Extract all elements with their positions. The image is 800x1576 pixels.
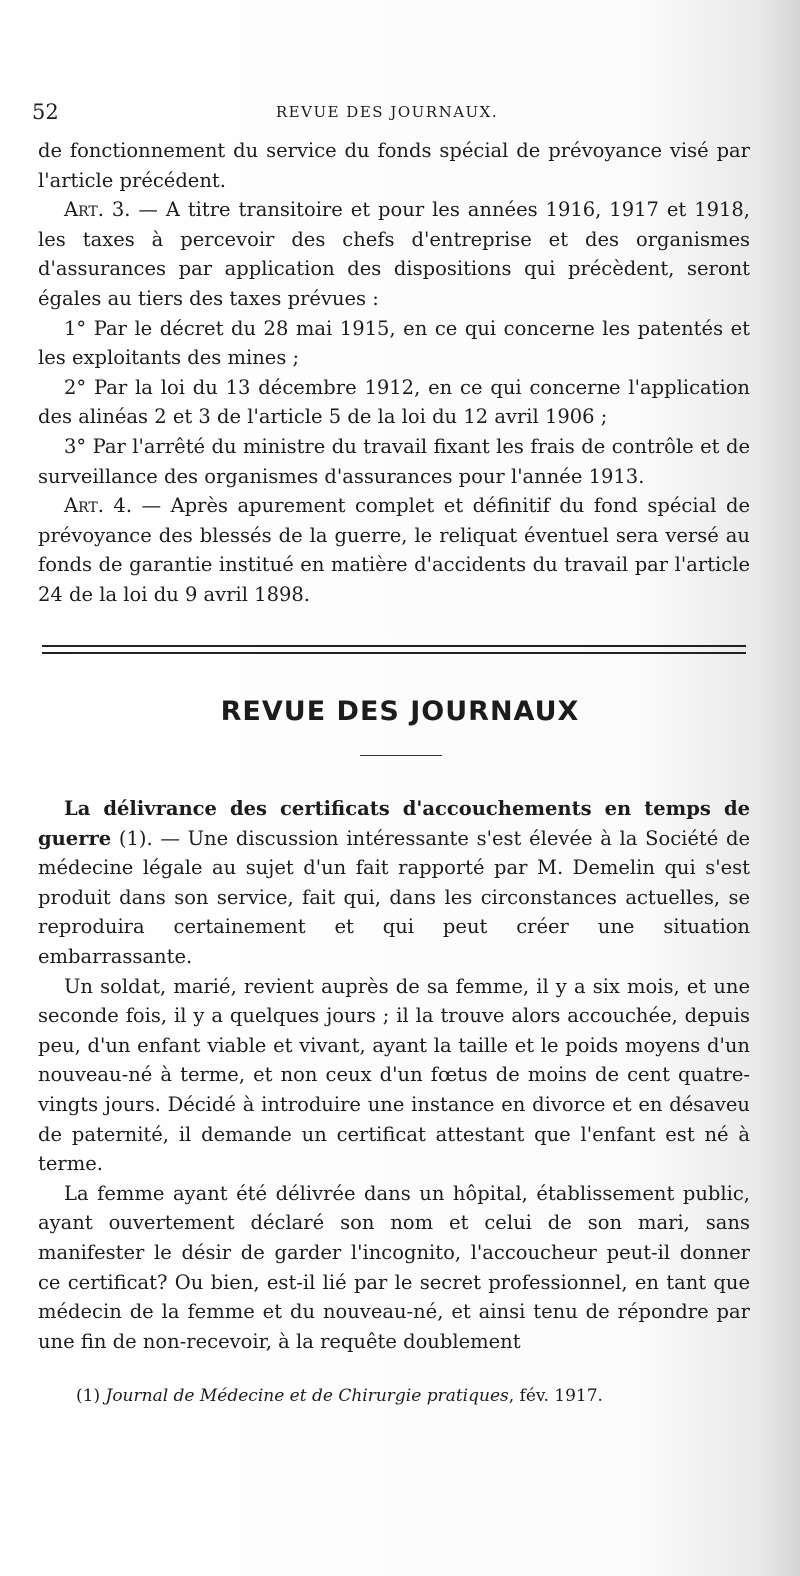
article-label: Art. 4. bbox=[64, 494, 133, 518]
page-number: 52 bbox=[32, 100, 59, 124]
rule-line bbox=[42, 645, 746, 647]
article-label: Art. 3. bbox=[64, 198, 131, 222]
section-heading: REVUE DES JOURNAUX bbox=[220, 696, 580, 727]
footnote-number: (1) bbox=[76, 1386, 101, 1406]
paragraph: de fonctionnement du service du fonds spécial de prévoyance visé par l'article précédent. bbox=[38, 139, 750, 192]
rule-line bbox=[42, 652, 746, 654]
footnote-date: , fév. 1917. bbox=[508, 1386, 603, 1406]
paragraph: La femme ayant été délivrée dans un hôpital, établissement public, ayant ouvertement déclaré son nom et celui de son mari, sans manifester le désir de garder l'incognito, l'accoucheur peut-il donner ce certificat? Ou bien, est-il lié par le secret professionnel, en tant que médecin de la femme et du nouveau-né, et ainsi tenu de répondre par une fin de non-recevoir, à la requête doublement bbox=[38, 1181, 750, 1353]
article-text-block bbox=[38, 794, 750, 1356]
top-text-block bbox=[38, 136, 750, 610]
article-title: La délivrance des certificats d'accouchements en temps de guerre bbox=[38, 797, 750, 850]
footnote bbox=[76, 1386, 746, 1406]
footnote-ref: (1). bbox=[111, 826, 153, 850]
article-4: Art. 4. — Après apurement complet et définitif du fond spécial de prévoyance des blessés de la guerre, le reliquat éventuel sera versé au fonds de garantie institué en matière d'accidents du travail par l'article 24 de la loi du 9 avril 1898. bbox=[38, 494, 750, 606]
footnote-journal: Journal de Médecine et de Chirurgie pratiques bbox=[105, 1386, 509, 1406]
page-header bbox=[32, 100, 742, 130]
double-rule-divider bbox=[42, 645, 746, 659]
list-item: 3° Par l'arrêté du ministre du travail fixant les frais de contrôle et de surveillance des organismes d'assurances pour l'année 1913. bbox=[38, 434, 750, 488]
article-3: Art. 3. — A titre transitoire et pour les années 1916, 1917 et 1918, les taxes à percevoir des chefs d'entreprise et des organismes d'assurances par application des dispositions qui précèdent, seront égales au tiers des taxes prévues : bbox=[38, 198, 750, 310]
heading-underline bbox=[360, 755, 442, 756]
article-intro: La délivrance des certificats d'accouchements en temps de guerre (1). — Une discussion intéressante s'est élevée à la Société de médecine légale au sujet d'un fait rapporté par M. Demelin qui s'est produit dans son service, fait qui, dans les circonstances actuelles, se reproduira certainement et qui peut créer une situation embarrassante. bbox=[38, 797, 750, 968]
list-item: 2° Par la loi du 13 décembre 1912, en ce qui concerne l'application des alinéas 2 et 3 de l'article 5 de la loi du 12 avril 1906 ; bbox=[38, 375, 750, 429]
paragraph: Un soldat, marié, revient auprès de sa femme, il y a six mois, et une seconde fois, il y a quelques jours ; il la trouve alors accouchée, depuis peu, d'un enfant viable et vivant, ayant la taille et le poids moyens d'un nouveau-né à terme, et non ceux d'un fœtus de moins de cent quatre-vingts jours. Décidé à introduire une instance en divorce et en désaveu de paternité, il demande un certificat attestant que l'enfant est né à terme. bbox=[38, 974, 750, 1176]
list-item: 1° Par le décret du 28 mai 1915, en ce qui concerne les patentés et les exploitants des mines ; bbox=[38, 316, 750, 370]
running-title: REVUE DES JOURNAUX. bbox=[275, 103, 499, 121]
